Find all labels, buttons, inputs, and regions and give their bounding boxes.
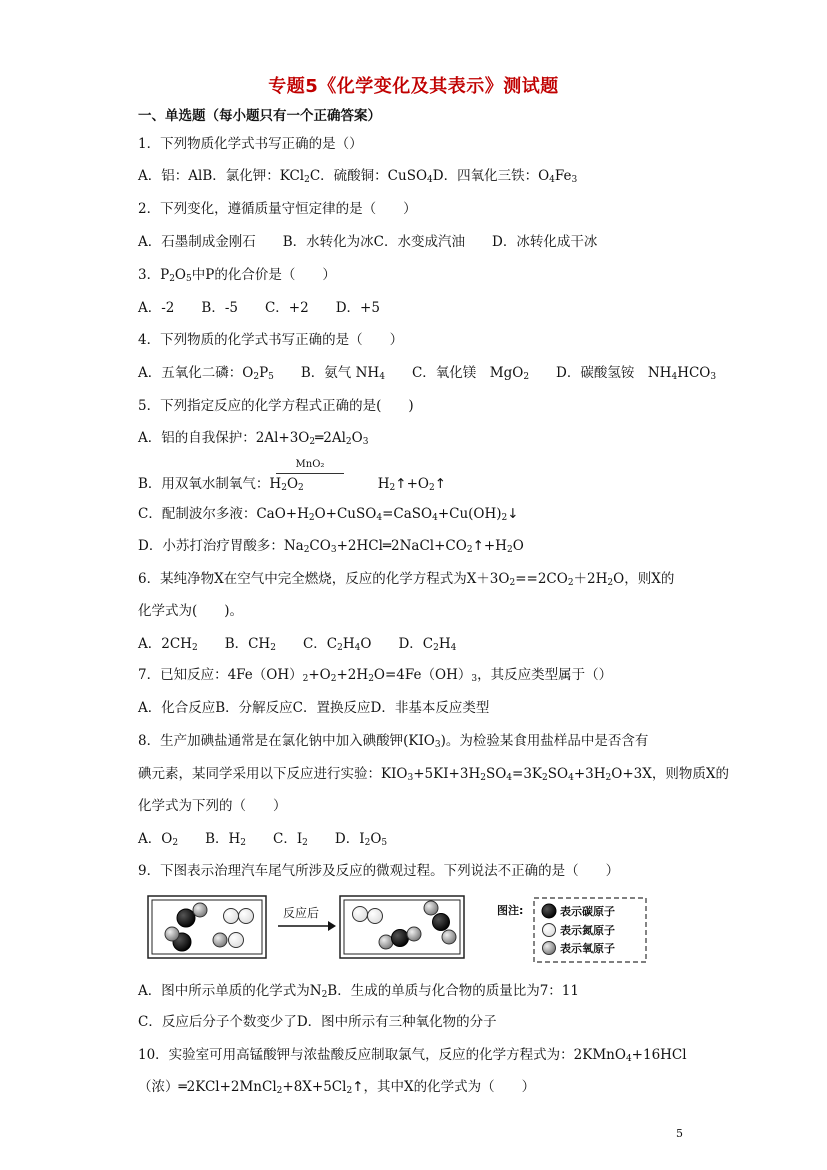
q6-options: A．$2CH_2$ B．$CH_2$ C．$C_2H_4O$ D．$C_2H_4$ bbox=[138, 636, 457, 653]
section-heading: 一、单选题（每小题只有一个正确答案） bbox=[138, 108, 381, 124]
legend bbox=[497, 898, 646, 962]
q2-options: A．石墨制成金刚石 B．水转化为冰C．水变成汽油 D．冰转化成干冰 bbox=[138, 234, 598, 250]
q5-option-d: D．小苏打治疗胃酸多：$Na_2CO_3+2HCl═2NaCl+CO_2↑+H_2O$ bbox=[138, 538, 524, 555]
q4-options: A．五氧化二磷：$O_2P_5$ B．氨气 $NH_4$ C．氧化镁 MgO$_2$ D．碳酸氢铵 $NH_4HCO_3$ bbox=[138, 365, 717, 382]
reactants-box bbox=[148, 896, 266, 958]
q7-stem: 7．已知反应：$4Fe(OH)_2+O_2+2H_2O=4Fe(OH)_3$，其反应类型属于（） bbox=[138, 667, 613, 684]
q3-stem: 3．$P_2O_5$中P的化合价是（ ） bbox=[138, 267, 336, 284]
q1-options: A．铝：AlB．氯化钾：KCl$_2$C．硫酸铜：CuSO$_4$D．四氧化三铁：$O_4Fe_3$ bbox=[138, 168, 578, 185]
q8-stem-line3: 化学式为下列的（ ） bbox=[138, 798, 287, 814]
legend-title: 图注: bbox=[497, 904, 524, 917]
q6-stem-line1: 6．某纯净物X在空气中完全燃烧，反应的化学方程式为$X+3O_2==2CO_2+2H_2O$，则X的 bbox=[138, 571, 675, 588]
q5-stem: 5．下列指定反应的化学方程式正确的是( ) bbox=[138, 398, 414, 414]
q5-option-c: C．配制波尔多液：$CaO+H_2O+CuSO_4=CaSO_4+Cu(OH)_2↓$ bbox=[138, 506, 519, 523]
reaction-condition-line bbox=[276, 473, 344, 474]
arrow-label: 反应后 bbox=[283, 906, 320, 920]
q5-option-a: A．铝的自我保护：$2Al+3O_2═2Al_2O_3$ bbox=[138, 430, 369, 447]
page-title: 专题5《化学变化及其表示》测试题 bbox=[268, 76, 559, 97]
q2-stem: 2．下列变化，遵循质量守恒定律的是（ ） bbox=[138, 201, 417, 217]
q10-stem-line1: 10．实验室可用高锰酸钾与浓盐酸反应制取氯气，反应的化学方程式为：2KMnO$_4$+16HCl bbox=[138, 1047, 687, 1064]
q3-options: A．-2 B．-5 C．+2 D．+5 bbox=[138, 300, 380, 316]
q10-stem-line2: （浓）$═2KCl+2MnCl_2+8X+5Cl_2↑$，其中X的化学式为（ ） bbox=[138, 1079, 536, 1096]
q8-stem-line1: 8．生产加碘盐通常是在氯化钠中加入碘酸钾$(KIO_3)$。为检验某食用盐样品中是否含有 bbox=[138, 733, 649, 750]
legend-nitrogen-label: 表示氮原子 bbox=[560, 924, 615, 937]
q6-stem-line2: 化学式为( )。 bbox=[138, 603, 244, 619]
q9-options-ab: A．图中所示单质的化学式为$N_2B$．生成的单质与化合物的质量比为7：11 bbox=[138, 983, 579, 1000]
q7-options: A．化合反应B．分解反应C．置换反应D．非基本反应类型 bbox=[138, 700, 490, 716]
page-number: 5 bbox=[676, 1127, 683, 1140]
q1-stem: 1．下列物质化学式书写正确的是（） bbox=[138, 136, 363, 152]
legend-nitrogen-marker bbox=[543, 924, 556, 937]
products-box bbox=[340, 896, 464, 958]
q4-stem: 4．下列物质的化学式书写正确的是（ ） bbox=[138, 332, 404, 348]
q5-option-b: B．用双氧水制氧气：$H_2O_2$ $H_2↑+O_2↑$ bbox=[138, 476, 447, 493]
reaction-diagram bbox=[142, 892, 654, 964]
legend-carbon-label: 表示碳原子 bbox=[560, 905, 615, 918]
catalyst-label: MnO₂ bbox=[295, 459, 325, 470]
reaction-arrow bbox=[278, 905, 336, 931]
legend-oxygen-label: 表示氧原子 bbox=[560, 942, 615, 955]
legend-oxygen-marker bbox=[543, 942, 556, 955]
q8-options: A．$O_2$ B．$H_2$ C．$I_2$ D．$I_2O_5$ bbox=[138, 831, 388, 848]
q8-stem-line2: 碘元素，某同学采用以下反应进行实验：$KIO_3+5KI+3H_2SO_4=3K_2SO_4+3H_2O+3X$，则物质X的 bbox=[138, 766, 729, 783]
q9-stem: 9．下图表示治理汽车尾气所涉及反应的微观过程。下列说法不正确的是（ ） bbox=[138, 863, 620, 879]
legend-carbon-marker bbox=[542, 904, 556, 918]
q9-options-cd: C．反应后分子个数变少了D．图中所示有三种氧化物的分子 bbox=[138, 1014, 497, 1030]
